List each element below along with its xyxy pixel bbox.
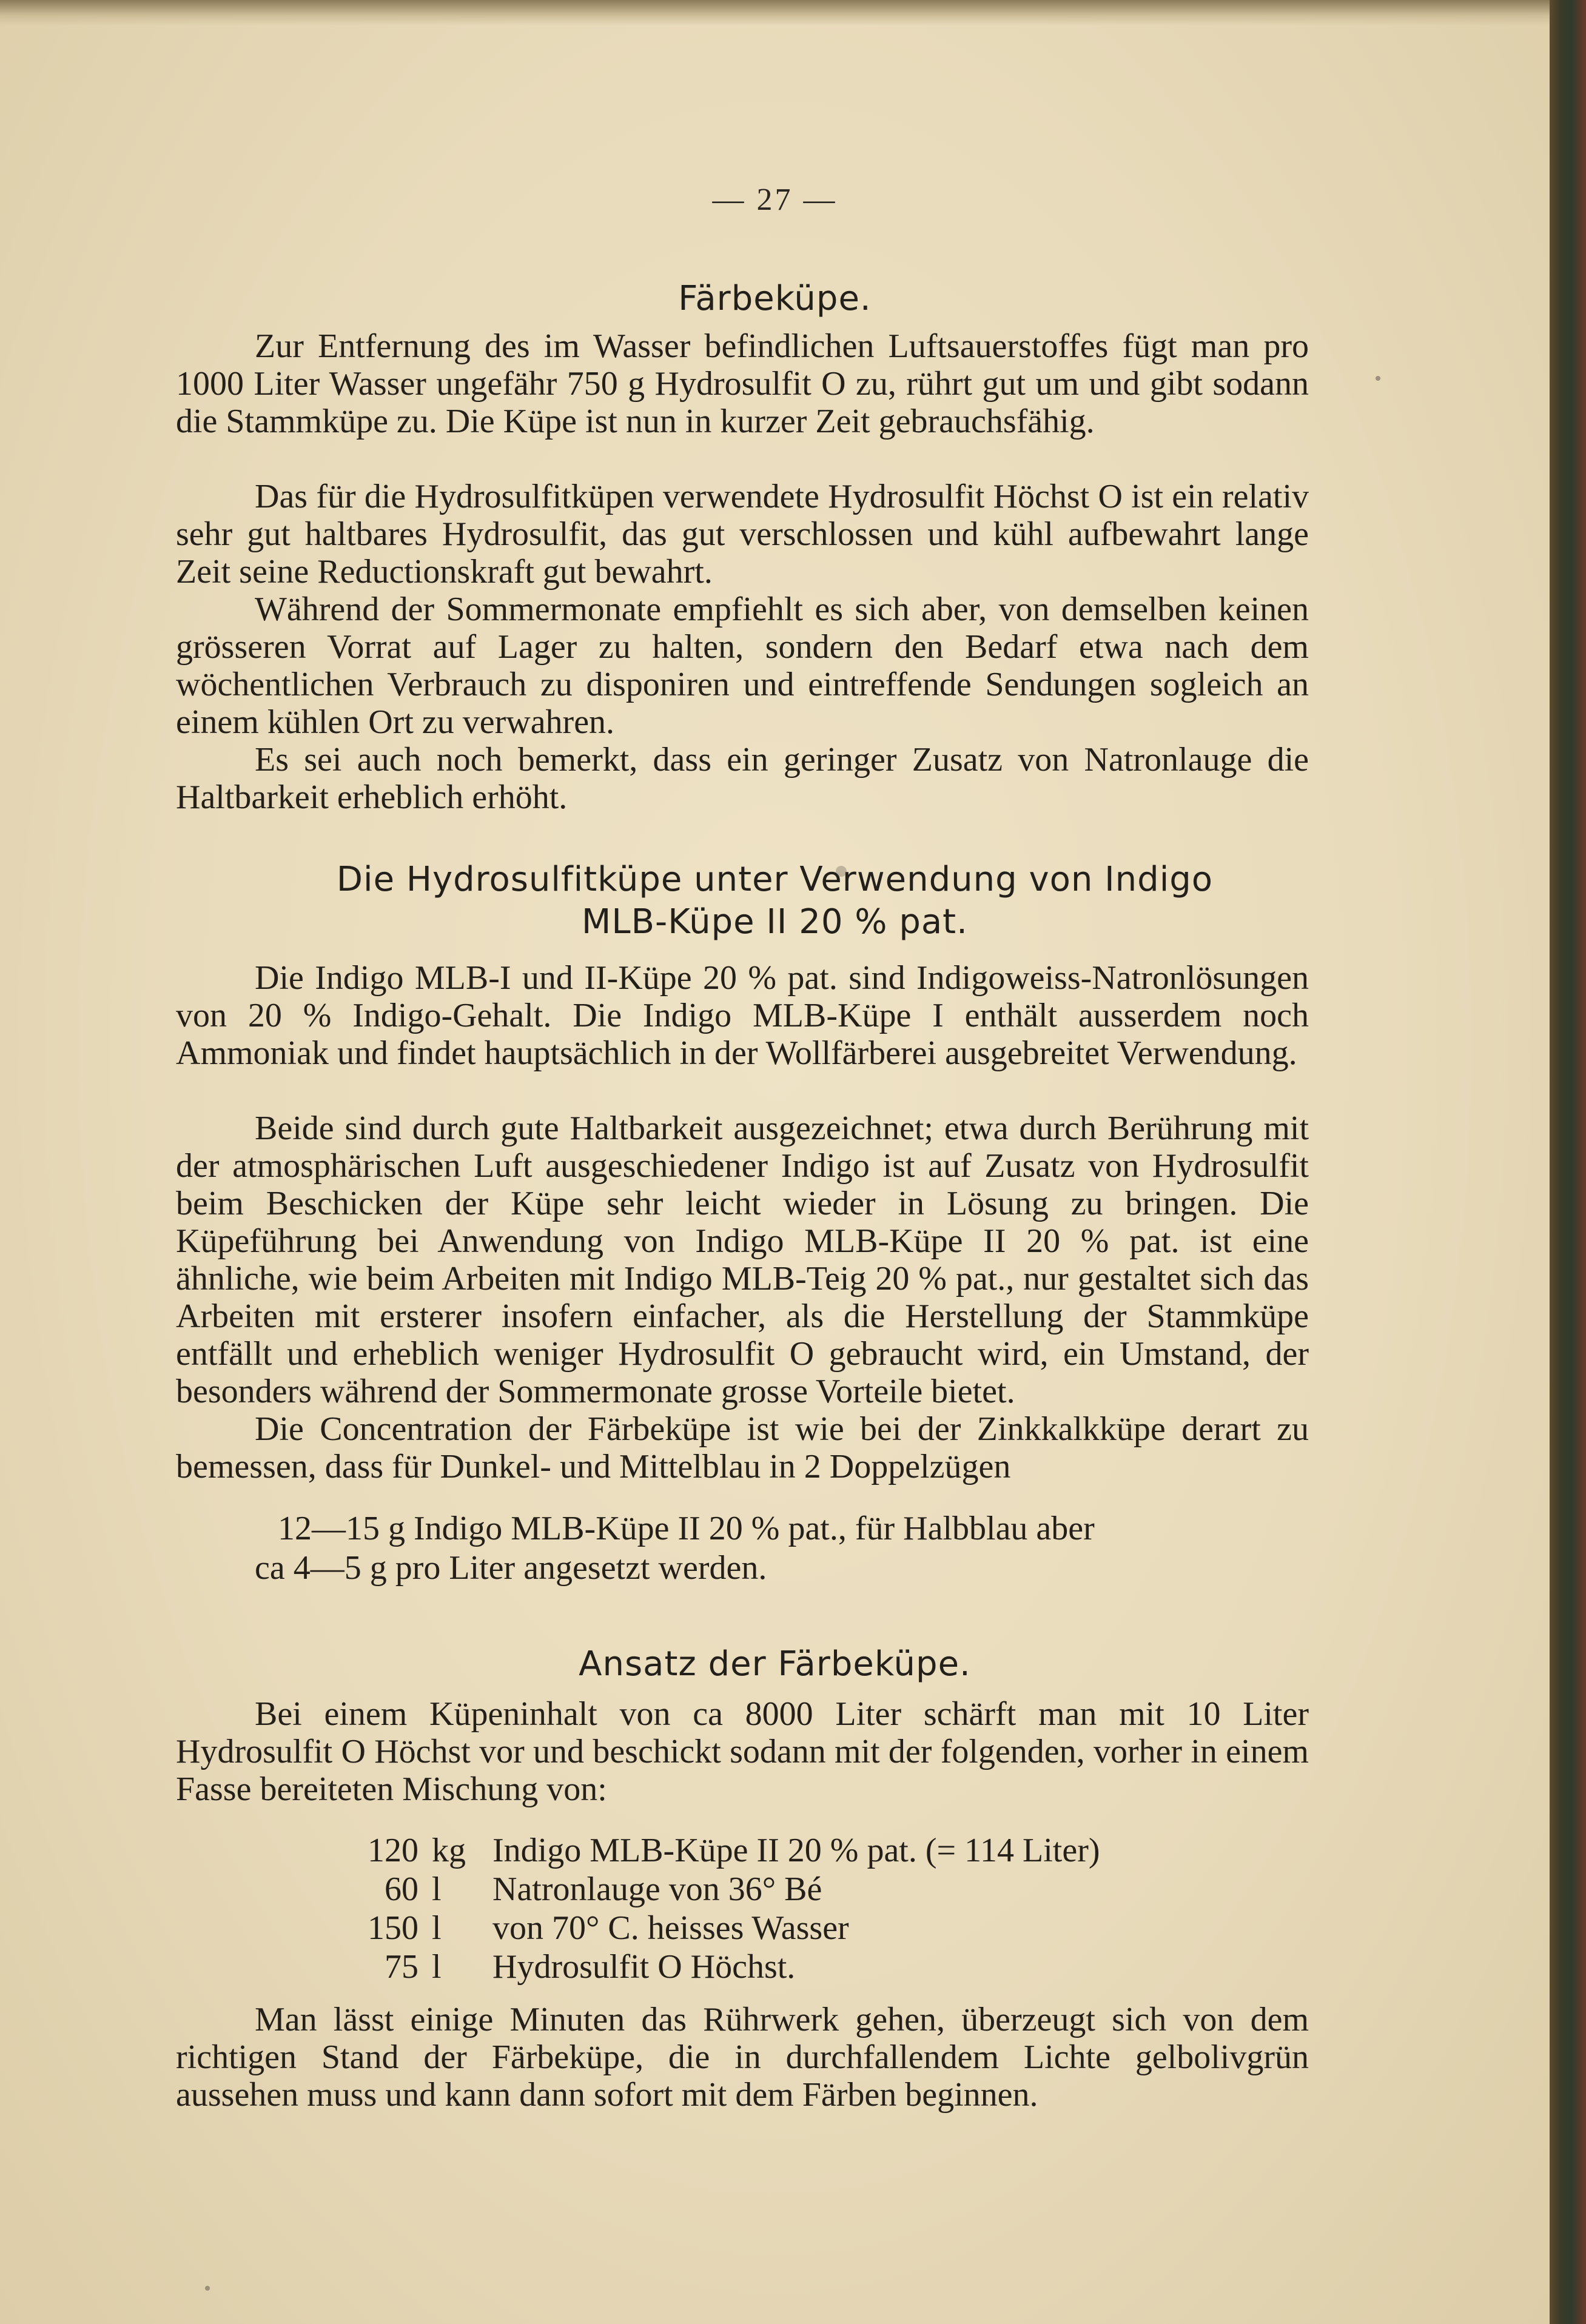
mixture-desc: von 70° C. heisses Wasser (492, 1909, 849, 1947)
mixture-desc: Hydrosulfit O Höchst. (492, 1948, 796, 1986)
paragraph: Man lässt einige Minuten das Rührwerk gehen, überzeugt sich von dem richtigen Stand der Färbeküpe, die in durchfallendem Lichte gelbolivgrün aussehen muss und kann dann sofort mit dem Färben beginnen. (176, 2001, 1309, 2114)
paragraph: Die Concentration der Färbeküpe ist wie bei der Zinkkalkküpe derart zu bemessen, dass für Dunkel- und Mittelblau in 2 Doppelzügen (176, 1410, 1309, 1485)
mixture-desc: Indigo MLB-Küpe II 20 % pat. (= 114 Liter) (492, 1832, 1100, 1869)
dose-line: ca 4—5 g pro Liter angesetzt werden. (255, 1549, 767, 1587)
mixture-desc: Natronlauge von 36° Bé (492, 1870, 822, 1908)
section-subtitle-mlb-kuepe: MLB-Küpe II 20 % pat. (582, 902, 968, 942)
mixture-row (340, 1909, 1100, 1947)
section-title-hydrosulfitkuepe: Die Hydrosulfitküpe unter Verwendung von Indigo (336, 860, 1214, 899)
mixture-qty: 150 (368, 1909, 418, 1947)
mixture-unit: l (432, 1870, 442, 1908)
paper-speck (836, 866, 847, 877)
page-number: — 27 — (712, 183, 838, 217)
mixture-unit: l (432, 1909, 442, 1947)
paragraph: Das für die Hydrosulfitküpen verwendete Hydrosulfit Höchst O ist ein relativ sehr gut haltbares Hydrosulfit, das gut verschlossen und kühl aufbewahrt lange Zeit seine Reductionskraft gut bewahrt. (176, 478, 1309, 591)
section-title-faerbekuepe: Färbeküpe. (678, 279, 872, 318)
mixture-qty: 75 (385, 1948, 418, 1986)
paragraph: Während der Sommermonate empfiehlt es sich aber, von demselben keinen grösseren Vorrat auf Lager zu halten, sondern den Bedarf etwa nach dem wöchentlichen Verbrauch zu disponiren und eintreffende Sendungen sogleich an einem kühlen Ort zu verwahren. (176, 591, 1309, 741)
mixture-row (340, 1831, 1100, 1870)
paper-speck (1376, 376, 1380, 381)
paragraph: Die Indigo MLB-I und II-Küpe 20 % pat. sind Indigoweiss-Natronlösungen von 20 % Indigo-Gehalt. Die Indigo MLB-Küpe I enthält ausserdem noch Ammoniak und findet hauptsächlich in der Wollfärberei ausgebreitet Verwendung. (176, 959, 1309, 1072)
paragraph: Beide sind durch gute Haltbarkeit ausgezeichnet; etwa durch Berührung mit der atmosphärischen Luft ausgeschiedener Indigo ist auf Zusatz von Hydrosulfit beim Beschicken der Küpe sehr leicht wieder in Lösung zu bringen. Die Küpeführung bei Anwendung von Indigo MLB-Küpe II 20 % pat. ist eine ähnliche, wie beim Arbeiten mit Indigo MLB-Teig 20 % pat., nur gestaltet sich das Arbeiten mit ersterer insofern einfacher, als die Herstellung der Stammküpe entfällt und erheblich weniger Hydrosulfit O gebraucht wird, ein Umstand, der besonders während der Sommermonate grosse Vorteile bietet. (176, 1110, 1309, 1410)
dose-line: 12—15 g Indigo MLB-Küpe II 20 % pat., für Halbblau aber (278, 1510, 1095, 1547)
paragraph: Es sei auch noch bemerkt, dass ein geringer Zusatz von Natronlauge die Haltbarkeit erheblich erhöht. (176, 741, 1309, 816)
book-binding-edge (1550, 0, 1586, 2324)
mixture-unit: kg (432, 1832, 466, 1869)
mixture-qty: 120 (368, 1832, 418, 1869)
paragraph: Zur Entfernung des im Wasser befindlichen Luftsauerstoffes fügt man pro 1000 Liter Wasser ungefähr 750 g Hydrosulfit O zu, rührt gut um und gibt sodann die Stammküpe zu. Die Küpe ist nun in kurzer Zeit gebrauchsfähig. (176, 327, 1309, 440)
mixture-qty: 60 (385, 1870, 418, 1908)
paper-speck (205, 2286, 210, 2291)
section-title-ansatz: Ansatz der Färbeküpe. (579, 1644, 971, 1684)
mixture-row (340, 1870, 1100, 1909)
paragraph: Bei einem Küpeninhalt von ca 8000 Liter schärft man mit 10 Liter Hydrosulfit O Höchst vor und beschickt sodann mit der folgenden, vorher in einem Fasse bereiteten Mischung von: (176, 1695, 1309, 1808)
mixture-unit: l (432, 1948, 442, 1986)
mixture-row (340, 1947, 1100, 1986)
page-top-edge (0, 0, 1550, 25)
mixture-table (340, 1831, 1100, 1986)
